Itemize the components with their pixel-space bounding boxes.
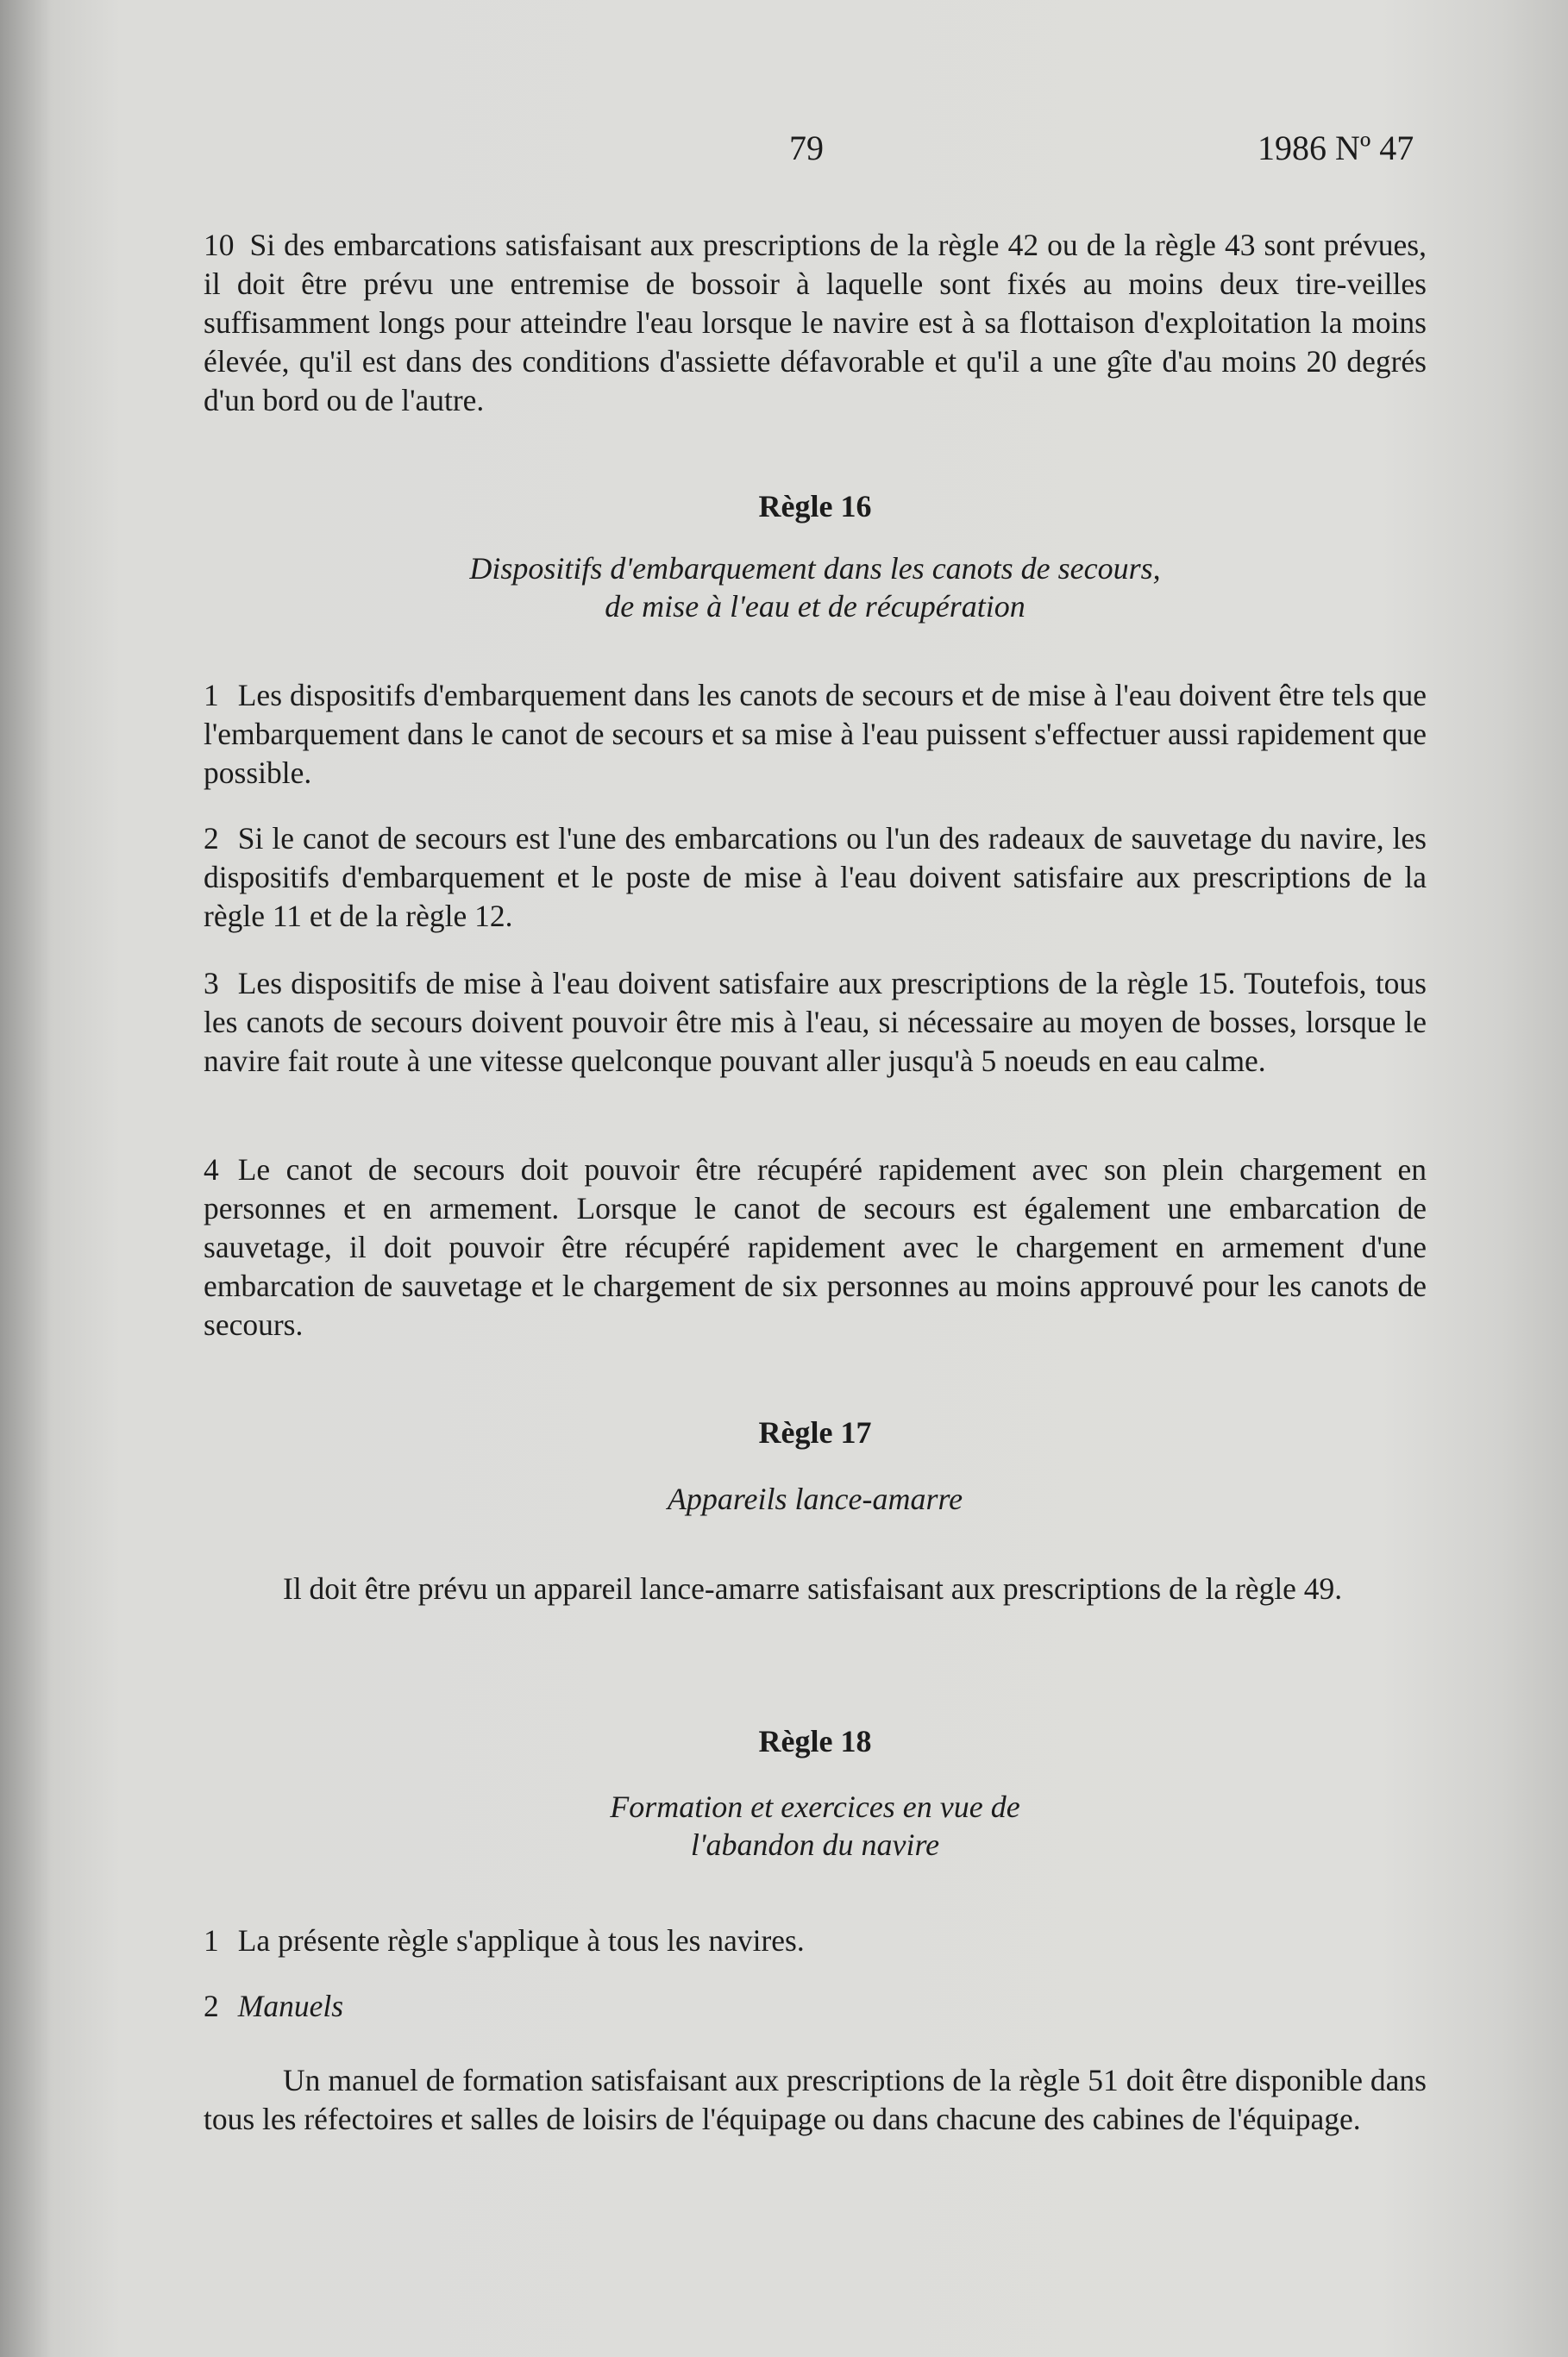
paragraph-number: 3 — [204, 966, 219, 1000]
document-reference: 1986 Nº 47 — [1258, 129, 1414, 167]
paragraph-number: 10 — [204, 228, 235, 262]
rule-17-paragraph: Il doit être prévu un appareil lance-amarre satisfaisant aux prescriptions de la règle 49. — [283, 1571, 1343, 1606]
paragraph-text: Si le canot de secours est l'une des embarcations ou l'un des radeaux de sauvetage du navire, les dispositifs d'embarquement et le poste de mise à l'eau doivent satisfaire aux prescriptions de la règle 11 et de la règle 12. — [204, 821, 1427, 933]
paragraph-text: La présente règle s'applique à tous les navires. — [237, 1923, 805, 1958]
paragraph-number: 1 — [204, 1923, 219, 1958]
rule-18-subtitle-line-2: l'abandon du navire — [690, 1827, 940, 1862]
paragraph-text: Le canot de secours doit pouvoir être récupéré rapidement avec son plein chargement en personnes et en armement. Lorsque le canot de secours est également une embarcation de sauvetage, il doit pouvoir être récupéré rapidement avec le chargement en armement d'une embarcation de sauvetage et le chargement de six personnes au moins approuvé pour les canots de secours. — [204, 1152, 1427, 1342]
rule-16-paragraph-3 — [204, 964, 1427, 1081]
paragraph-number: 1 — [204, 678, 219, 712]
rule-16-title: Règle 16 — [758, 489, 872, 523]
rule-18-title: Règle 18 — [758, 1724, 872, 1758]
paragraph-10 — [204, 226, 1427, 420]
rule-18-paragraph-2-heading — [204, 1987, 1427, 2026]
paragraph-number: 2 — [204, 821, 219, 856]
rule-16-subtitle-line-1: Dispositifs d'embarquement dans les canots de secours, — [469, 551, 1161, 586]
rule-16-subtitle-line-2: de mise à l'eau et de récupération — [605, 589, 1025, 624]
page-number: 79 — [789, 129, 824, 167]
paragraph-number: 2 — [204, 1989, 219, 2023]
rule-16-paragraph-4 — [204, 1150, 1427, 1345]
paragraph-text: Les dispositifs de mise à l'eau doivent satisfaire aux prescriptions de la règle 15. Toutefois, tous les canots de secours doivent pouvoir être mis à l'eau, si nécessaire au moyen de bosses, lorsque le navire fait route à une vitesse quelconque pouvant aller jusqu'à 5 noeuds en eau calme. — [204, 966, 1427, 1078]
rule-17-subtitle: Appareils lance-amarre — [667, 1482, 963, 1516]
paragraph-heading: Manuels — [237, 1989, 344, 2023]
rule-16-paragraph-2 — [204, 819, 1427, 936]
rule-17-title: Règle 17 — [758, 1415, 872, 1450]
paragraph-text: Si des embarcations satisfaisant aux prescriptions de la règle 42 ou de la règle 43 sont prévues, il doit être prévu une entremise de bossoir à laquelle sont fixés au moins deux tire-veilles suffisamment longs pour atteindre l'eau lorsque le navire est à sa flottaison d'exploitation la moins élevée, qu'il est dans des conditions d'assiette défavorable et qu'il a une gîte d'au moins 20 degrés d'un bord ou de l'autre. — [204, 228, 1427, 417]
rule-16-paragraph-1 — [204, 676, 1427, 793]
rule-18-paragraph-1 — [204, 1921, 1427, 1960]
paragraph-text: Les dispositifs d'embarquement dans les canots de secours et de mise à l'eau doivent être tels que l'embarquement dans le canot de secours et sa mise à l'eau puissent s'effectuer aussi rapidement que possible. — [204, 678, 1427, 790]
rule-18-subtitle-line-1: Formation et exercices en vue de — [610, 1790, 1020, 1824]
paragraph-number: 4 — [204, 1152, 219, 1187]
rule-18-paragraph-2-text: Un manuel de formation satisfaisant aux prescriptions de la règle 51 doit être disponible dans tous les réfectoires et salles de loisirs de l'équipage ou dans chacune des cabines de l'équipage. — [204, 2063, 1427, 2136]
